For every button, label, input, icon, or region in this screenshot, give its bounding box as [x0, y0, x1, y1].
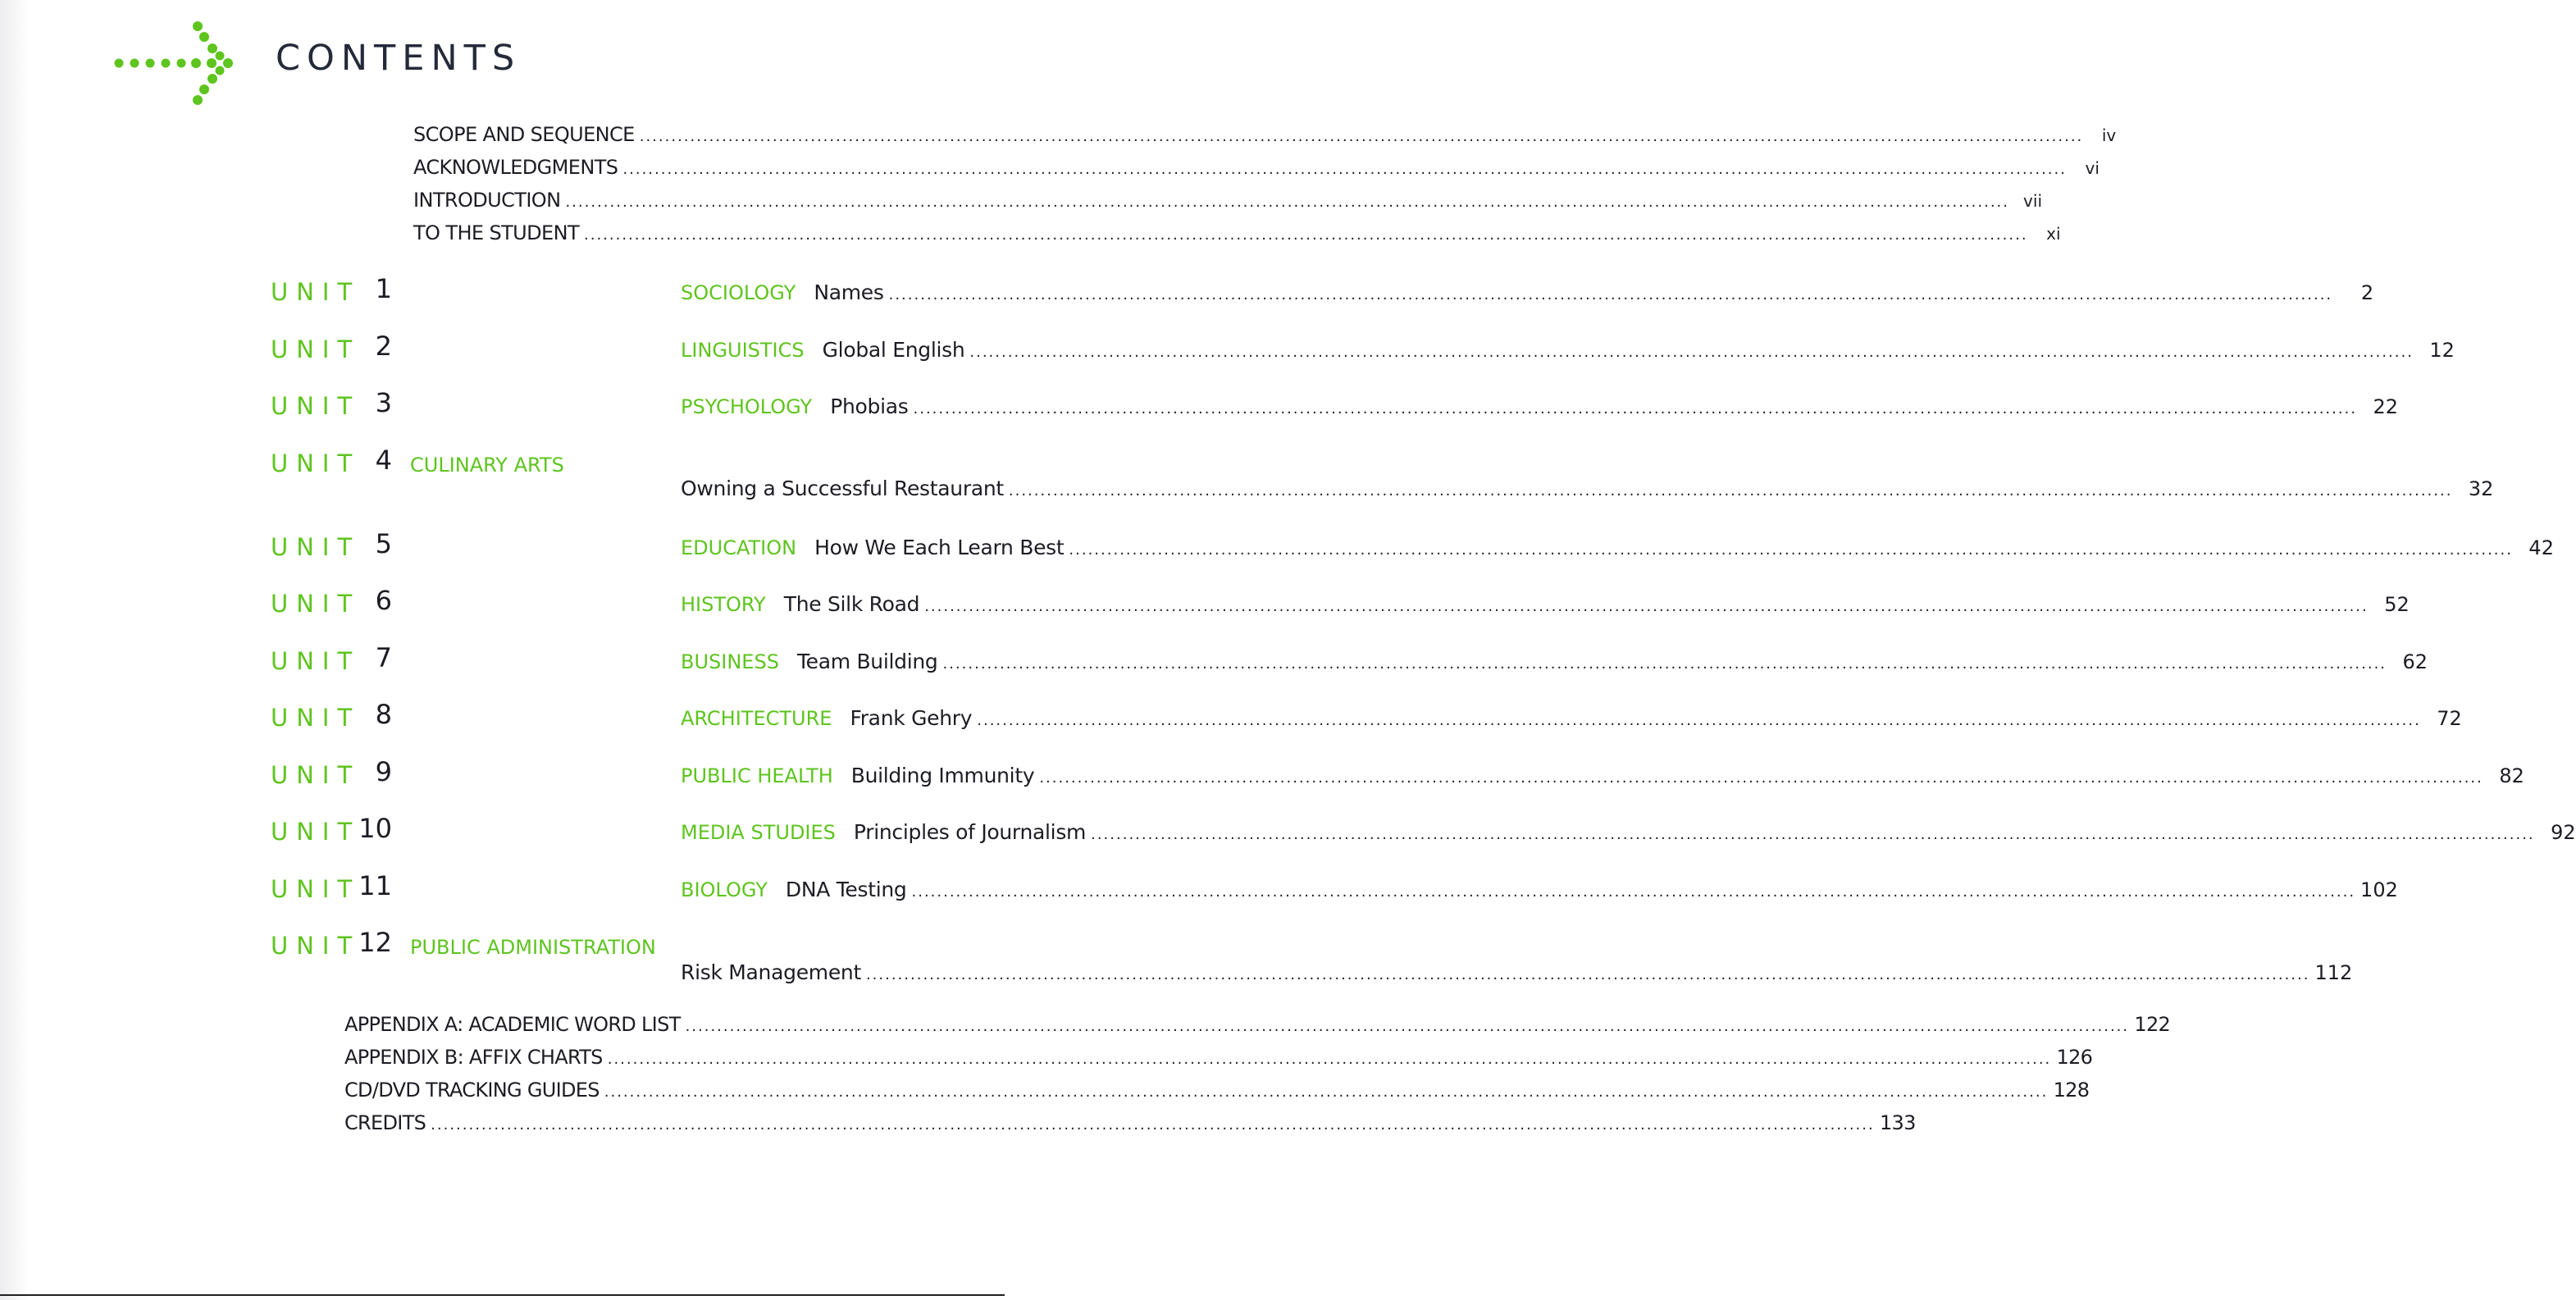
unit-word: UNIT — [271, 875, 361, 903]
page-number: 128 — [2053, 1079, 2090, 1102]
entry-label: CREDITS — [344, 1111, 426, 1134]
entry-label: INTRODUCTION — [413, 189, 561, 212]
page-number: 92 — [2551, 821, 2576, 844]
dotted-arrow-icon — [113, 16, 236, 111]
unit-topic: The Silk Road — [783, 592, 920, 616]
unit-subject: BIOLOGY — [681, 878, 768, 901]
page-number: 42 — [2528, 536, 2554, 559]
dot-leader — [604, 1085, 2049, 1100]
page-number: vii — [2023, 191, 2042, 211]
unit-topic: DNA Testing — [785, 878, 907, 901]
page-number: 2 — [2360, 281, 2374, 304]
entry-label: APPENDIX B: AFFIX CHARTS — [344, 1046, 603, 1069]
unit-topic: Global English — [822, 338, 965, 362]
entry-label: SCOPE AND SEQUENCE — [413, 123, 635, 146]
unit-topic: Phobias — [830, 395, 909, 418]
dot-leader — [889, 288, 2333, 303]
unit-number: 9 — [375, 756, 392, 787]
unit-number: 5 — [375, 528, 392, 559]
unit-number: 12 — [358, 927, 392, 958]
unit-entry — [681, 820, 2576, 844]
unit-word: UNIT — [271, 392, 361, 420]
scan-shadow — [0, 0, 28, 1300]
unit-word: UNIT — [271, 449, 361, 477]
page-number: iv — [2101, 125, 2117, 145]
dot-leader — [686, 1019, 2130, 1034]
unit-number: 1 — [375, 273, 392, 304]
dot-leader — [1069, 543, 2513, 558]
unit-number: 11 — [358, 870, 392, 901]
dot-leader — [1039, 771, 2483, 786]
unit-word: UNIT — [271, 590, 361, 618]
unit-entry — [681, 281, 2374, 304]
dot-leader — [866, 968, 2310, 983]
toc-entry-appendix-a[interactable] — [344, 1013, 2171, 1036]
unit-subject: CULINARY ARTS — [410, 454, 564, 477]
unit-topic: Risk Management — [681, 960, 861, 984]
unit-number: 8 — [375, 699, 392, 730]
entry-label: TO THE STUDENT — [413, 221, 579, 244]
unit-subject: ARCHITECTURE — [681, 707, 832, 730]
unit-word: UNIT — [271, 533, 361, 561]
unit-topic: Names — [814, 281, 884, 304]
toc-entry-to-the-student[interactable] — [413, 221, 2061, 244]
page-title: CONTENTS — [276, 38, 522, 79]
unit-entry — [681, 706, 2462, 730]
entry-label: CD/DVD TRACKING GUIDES — [344, 1079, 600, 1102]
unit-subject: MEDIA STUDIES — [681, 821, 836, 844]
unit-word: UNIT — [271, 647, 361, 675]
dot-leader — [942, 657, 2387, 672]
dot-leader — [1009, 484, 2453, 499]
unit-entry — [681, 477, 2494, 500]
page-number: 82 — [2499, 764, 2524, 787]
scan-bottom-border — [0, 1294, 1005, 1296]
unit-topic: Team Building — [796, 650, 938, 673]
unit-number: 10 — [358, 813, 392, 844]
toc-entry-tracking-guides[interactable] — [344, 1079, 2090, 1102]
unit-entry — [681, 960, 2353, 984]
page-number: 112 — [2314, 961, 2353, 984]
unit-topic: Principles of Journalism — [853, 820, 1087, 844]
unit-entry — [681, 878, 2398, 901]
dot-leader — [584, 228, 2028, 243]
page-number: 102 — [2360, 878, 2398, 901]
dot-leader — [924, 600, 2369, 614]
unit-word: UNIT — [271, 278, 361, 306]
unit-number: 4 — [375, 445, 392, 476]
unit-subject: LINGUISTICS — [681, 339, 805, 362]
dot-leader — [640, 130, 2084, 144]
dot-leader — [622, 162, 2067, 177]
unit-topic: Building Immunity — [850, 764, 1035, 787]
unit-entry — [681, 650, 2428, 673]
dot-leader — [608, 1052, 2052, 1067]
unit-entry — [681, 592, 2410, 616]
unit-entry — [681, 536, 2554, 559]
unit-subject: BUSINESS — [681, 650, 779, 673]
unit-subject: EDUCATION — [681, 536, 797, 559]
unit-number: 3 — [375, 387, 392, 418]
dot-leader — [565, 195, 2009, 210]
toc-entry-introduction[interactable] — [413, 189, 2042, 212]
page-number: 122 — [2134, 1013, 2171, 1036]
entry-label: APPENDIX A: ACADEMIC WORD LIST — [344, 1013, 681, 1036]
page-number: 72 — [2437, 707, 2462, 730]
unit-subject: PSYCHOLOGY — [681, 395, 813, 418]
unit-word: UNIT — [271, 932, 361, 960]
page-number: 12 — [2429, 339, 2455, 362]
unit-subject: HISTORY — [681, 593, 766, 616]
unit-number: 7 — [375, 642, 392, 673]
entry-label: ACKNOWLEDGMENTS — [413, 156, 618, 179]
unit-word: UNIT — [271, 761, 361, 789]
unit-topic: Frank Gehry — [850, 706, 973, 730]
dot-leader — [912, 885, 2356, 900]
dot-leader — [1091, 828, 2535, 842]
toc-entry-scope-and-sequence[interactable] — [413, 123, 2117, 146]
unit-entry — [681, 338, 2455, 362]
page-number: 126 — [2056, 1046, 2093, 1069]
page-number: vi — [2085, 158, 2100, 178]
unit-number: 6 — [375, 585, 392, 616]
unit-topic: Owning a Successful Restaurant — [681, 477, 1004, 500]
unit-subject: PUBLIC HEALTH — [681, 764, 833, 787]
page-number: 133 — [1879, 1111, 1916, 1134]
toc-entry-appendix-b[interactable] — [344, 1046, 2093, 1069]
dot-leader — [969, 345, 2414, 360]
dot-leader — [431, 1118, 1875, 1133]
unit-entry — [681, 764, 2524, 787]
unit-subject: SOCIOLOGY — [681, 281, 796, 304]
unit-topic: How We Each Learn Best — [814, 536, 1065, 559]
unit-subject: PUBLIC ADMINISTRATION — [410, 936, 656, 959]
unit-entry — [681, 395, 2399, 418]
toc-entry-credits[interactable] — [344, 1111, 1916, 1134]
page-number: 52 — [2384, 593, 2410, 616]
unit-word: UNIT — [271, 335, 361, 363]
dot-leader — [914, 402, 2358, 417]
unit-word: UNIT — [271, 818, 361, 846]
unit-word: UNIT — [271, 704, 361, 732]
page-number: 62 — [2402, 650, 2428, 673]
page-number: 32 — [2468, 477, 2494, 500]
page-number: xi — [2046, 224, 2061, 244]
toc-entry-acknowledgments[interactable] — [413, 156, 2100, 179]
dot-leader — [977, 714, 2421, 728]
unit-number: 2 — [375, 331, 392, 362]
page-number: 22 — [2373, 395, 2399, 418]
